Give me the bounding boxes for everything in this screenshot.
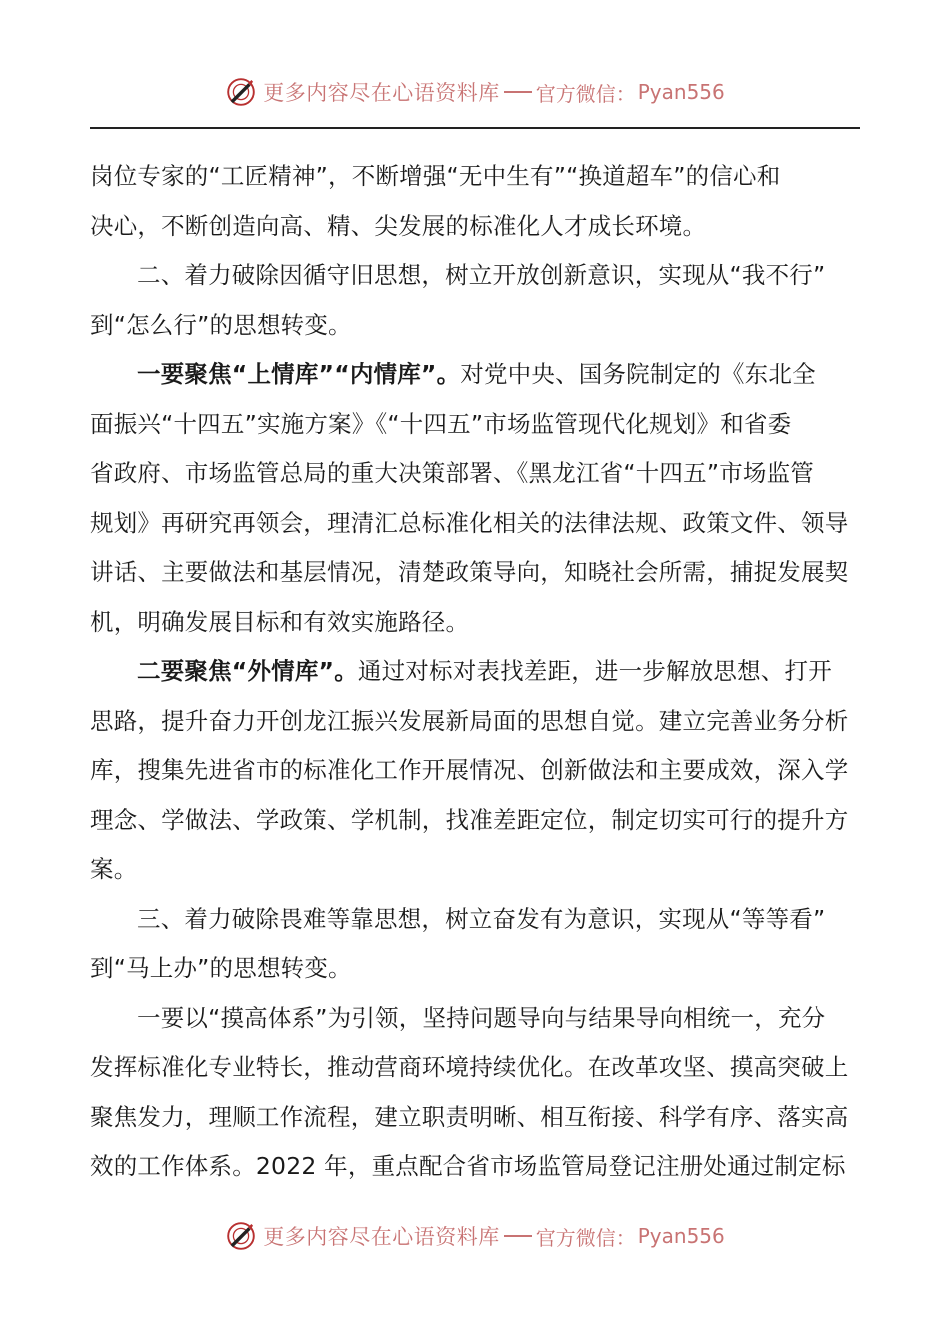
body-line: 效的工作体系。2022 年，重点配合省市场监管局登记注册处通过制定标 xyxy=(90,1152,846,1180)
watermark-dash xyxy=(504,1235,532,1237)
body-line: 岗位专家的“工匠精神”，不断增强“无中生有”“换道超车”的信心和 xyxy=(90,162,781,190)
watermark-footer xyxy=(0,1216,950,1256)
body-line: 规划》再研究再领会，理清汇总标准化相关的法律法规、政策文件、领导 xyxy=(90,508,849,537)
body-text: 对党中央、国务院制定的《东北全 xyxy=(460,360,816,388)
body-line: 讲话、主要做法和基层情况，清楚政策导向，知晓社会所需，捕捉发展契 xyxy=(90,558,849,586)
bold-lead: 一要聚焦“上情库”“内情库”。 xyxy=(137,360,461,388)
body-line: 发挥标准化专业特长，推动营商环境持续优化。在改革攻坚、摸高突破上 xyxy=(90,1053,849,1081)
section-heading-cont: 到“马上办”的思想转变。 xyxy=(90,954,352,982)
watermark-brand: 更多内容尽在心语资料库 xyxy=(263,81,500,105)
body-line: 省政府、市场监管总局的重大决策部署、《黑龙江省“十四五”市场监管 xyxy=(90,459,814,487)
watermark-brand: 更多内容尽在心语资料库 xyxy=(263,1225,500,1249)
watermark-header xyxy=(0,72,950,112)
body-line: 库，搜集先进省市的标准化工作开展情况、创新做法和主要成效，深入学 xyxy=(90,756,849,784)
logo-icon xyxy=(225,1220,257,1252)
watermark-wechat-label: 官方微信： xyxy=(535,1225,636,1250)
body-line: 理念、学做法、学政策、学机制，找准差距定位，制定切实可行的提升方 xyxy=(90,805,849,834)
body-line: 案。 xyxy=(90,855,138,883)
section-heading: 二、着力破除因循守旧思想，树立开放创新意识，实现从“我不行” xyxy=(137,261,826,289)
section-heading: 三、着力破除畏难等靠思想，树立奋发有为意识，实现从“等等看” xyxy=(137,904,826,933)
watermark-wechat-id: Pyan556 xyxy=(637,80,725,104)
watermark-wechat-label: 官方微信： xyxy=(535,81,636,106)
bold-lead: 二要聚焦“外情库”。 xyxy=(137,657,358,685)
body-line: 思路，提升奋力开创龙江振兴发展新局面的思想自觉。建立完善业务分析 xyxy=(90,706,849,735)
logo-icon xyxy=(225,76,257,108)
document-body xyxy=(90,152,860,1192)
watermark-wechat-id: Pyan556 xyxy=(637,1224,725,1248)
watermark-dash xyxy=(504,91,532,93)
body-line: 决心，不断创造向高、精、尖发展的标准化人才成长环境。 xyxy=(90,211,707,240)
body-text: 通过对标对表找差距，进一步解放思想、打开 xyxy=(357,657,832,685)
body-line: 面振兴“十四五”实施方案》《“十四五”市场监管现代化规划》和省委 xyxy=(90,409,792,438)
header-rule xyxy=(90,127,860,129)
body-line: 聚焦发力，理顺工作流程，建立职责明晰、相互衔接、科学有序、落实高 xyxy=(90,1102,849,1131)
paragraph-start: 一要以“摸高体系”为引领，坚持问题导向与结果导向相统一，充分 xyxy=(137,1003,826,1032)
section-heading-cont: 到“怎么行”的思想转变。 xyxy=(90,310,352,339)
paragraph-start xyxy=(90,647,860,697)
paragraph-start xyxy=(90,350,860,400)
body-line: 机，明确发展目标和有效实施路径。 xyxy=(90,607,470,636)
